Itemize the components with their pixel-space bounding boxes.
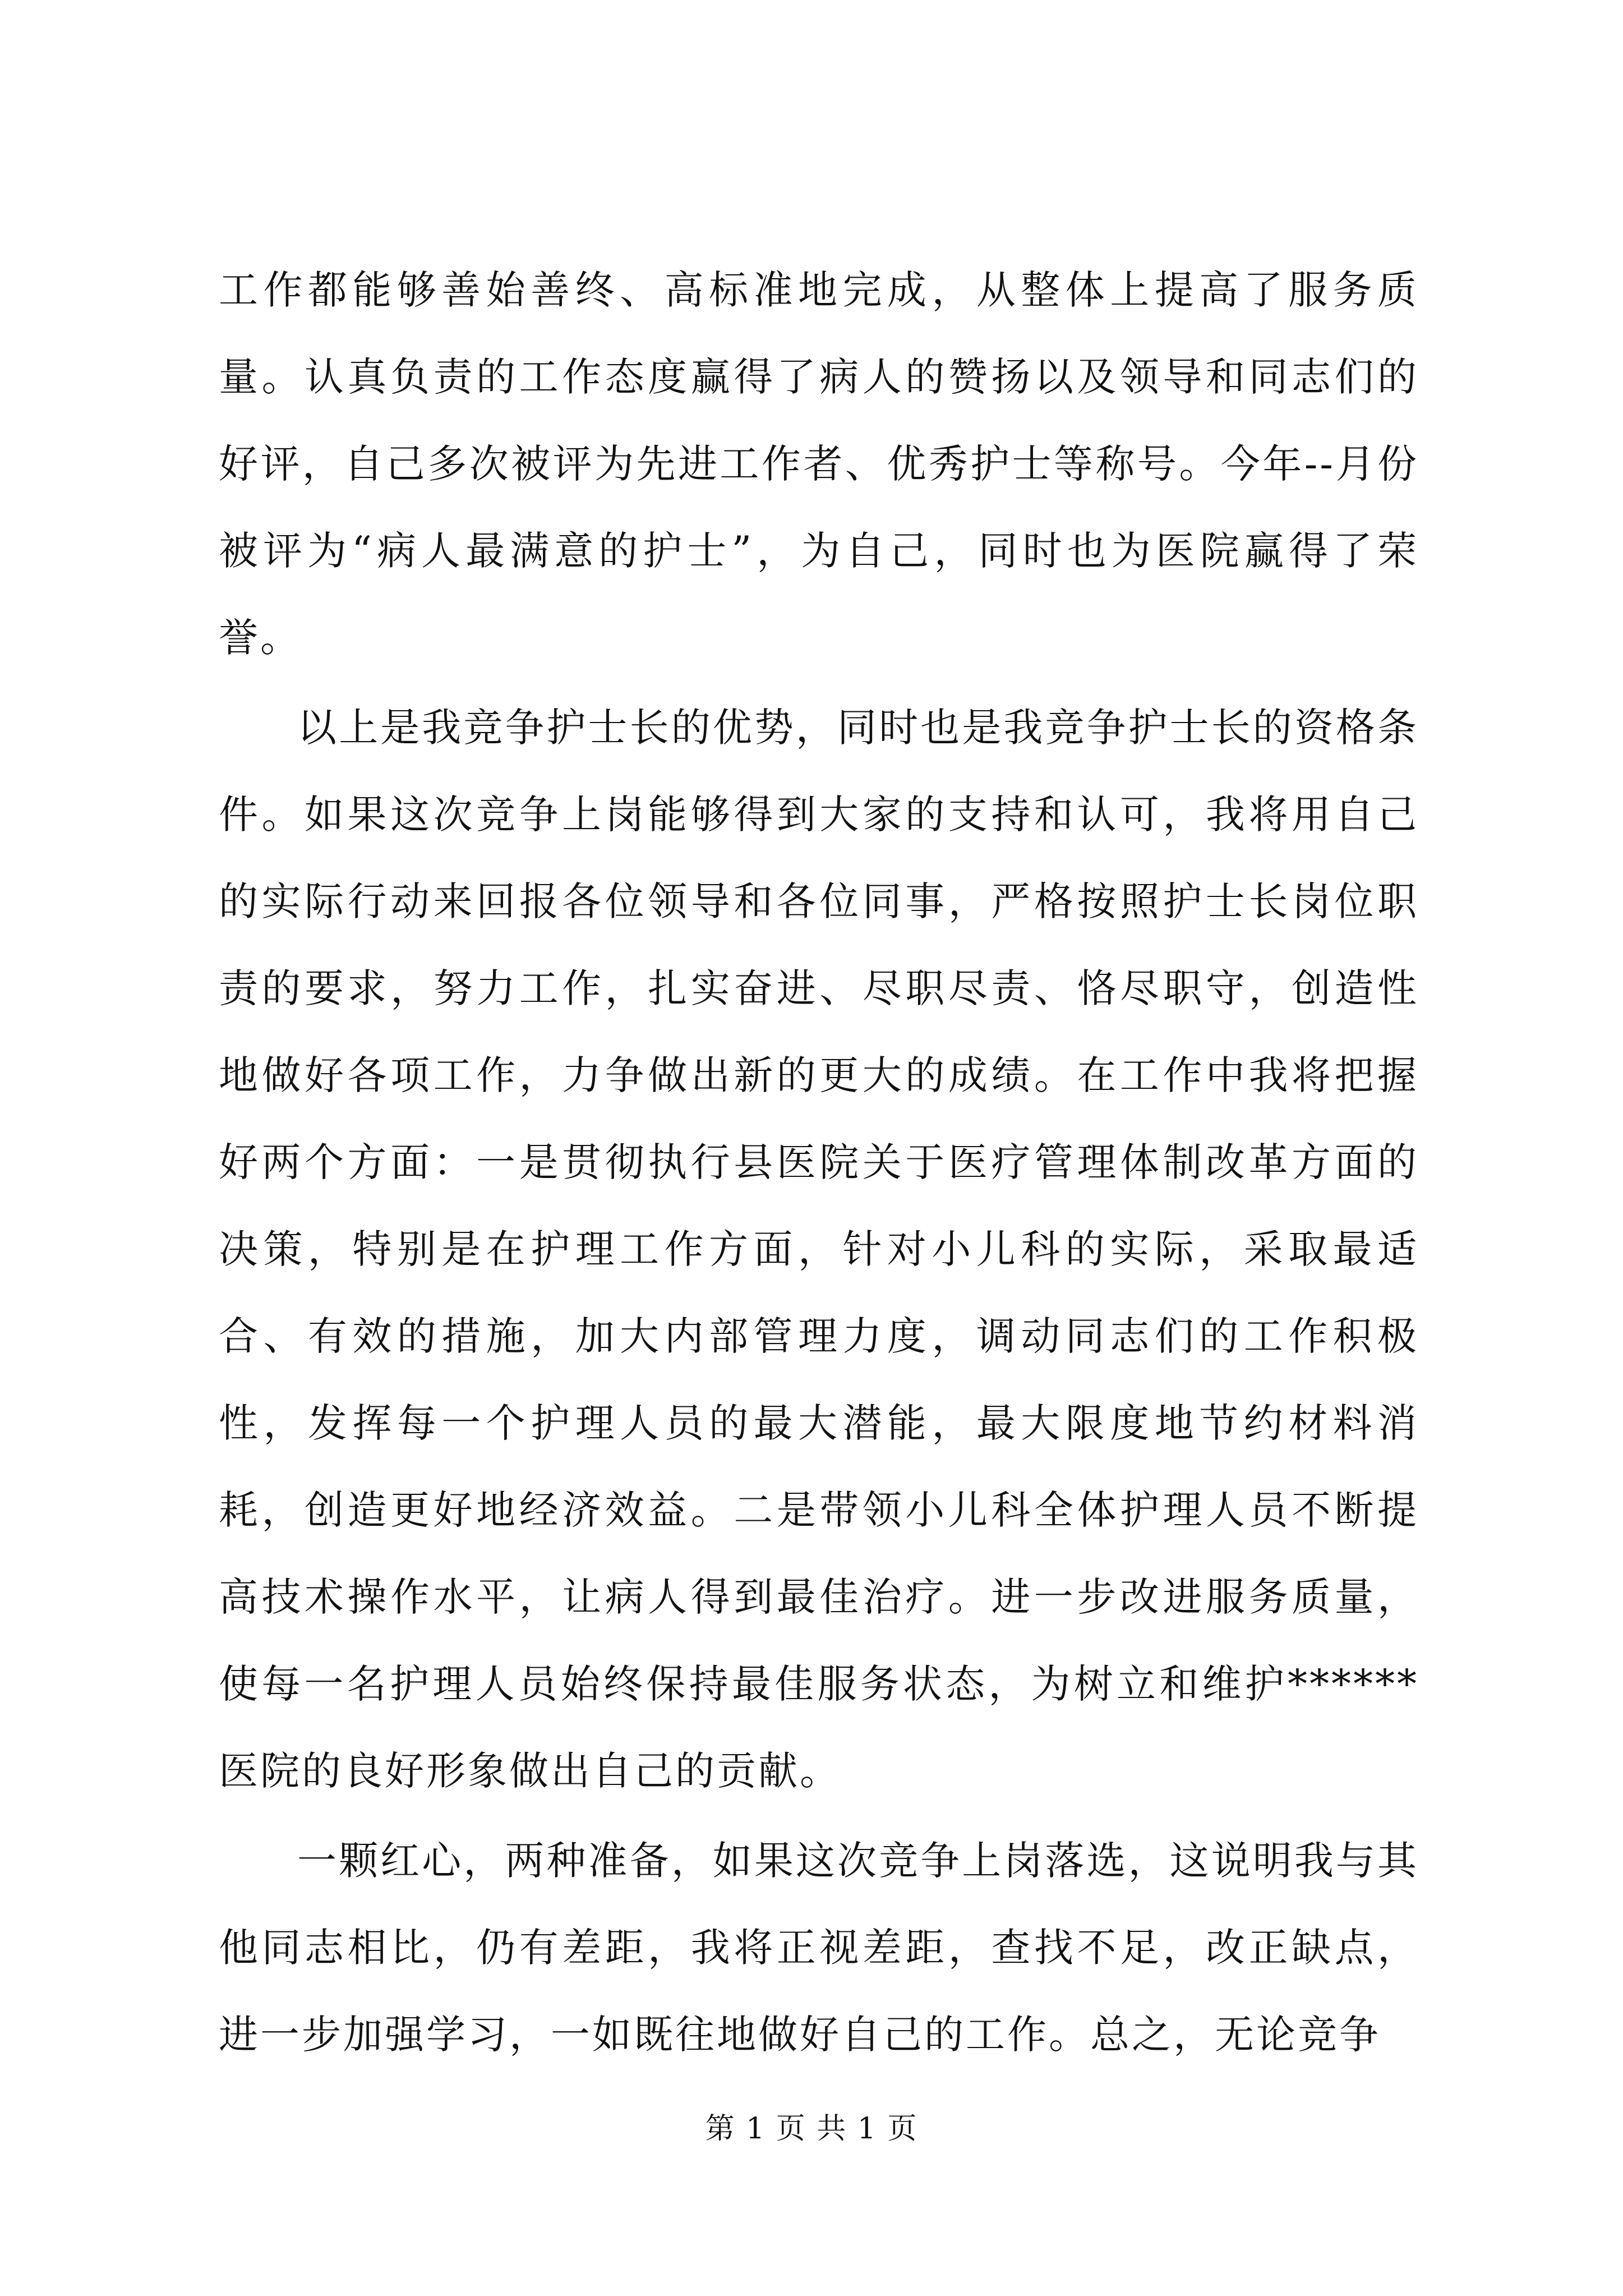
paragraph-3: 一颗红心，两种准备，如果这次竞争上岗落选，这说明我与其他同志相比，仍有差距，我将正视差距，查找不足，改正缺点，进一步加强学习，一如既往地做好自己的工作。总之，无论竞争 (219, 1838, 1419, 2058)
document-body (219, 247, 1419, 2078)
paragraph-1: 工作都能够善始善终、高标准地完成，从整体上提高了服务质量。认真负责的工作态度赢得了病人的赞扬以及领导和同志们的好评，自己多次被评为先进工作者、优秀护士等称号。今年--月份被评为“病人最满意的护士”，为自己，同时也为医院赢得了荣誉。 (219, 267, 1419, 661)
paragraph-2: 以上是我竞争护士长的优势，同时也是我竞争护士长的资格条件。如果这次竞争上岗能够得到大家的支持和认可，我将用自己的实际行动来回报各位领导和各位同事，严格按照护士长岗位职责的要求，努力工作，扎实奋进、尽职尽责、恪尽职守，创造性地做好各项工作，力争做出新的更大的成绩。在工作中我将把握好两个方面：一是贯彻执行县医院关于医疗管理体制改革方面的决策，特别是在护理工作方面，针对小儿科的实际，采取最适合、有效的措施，加大内部管理力度，调动同志们的工作积极性，发挥每一个护理人员的最大潜能，最大限度地节约材料消耗，创造更好地经济效益。二是带领小儿科全体护理人员不断提高技术操作水平，让病人得到最佳治疗。进一步改进服务质量，使每一名护理人员始终保持最佳服务状态，为树立和维护******医院的良好形象做出自己的贡献。 (219, 705, 1419, 1794)
page-footer: 第 1 页 共 1 页 (705, 2112, 918, 2146)
